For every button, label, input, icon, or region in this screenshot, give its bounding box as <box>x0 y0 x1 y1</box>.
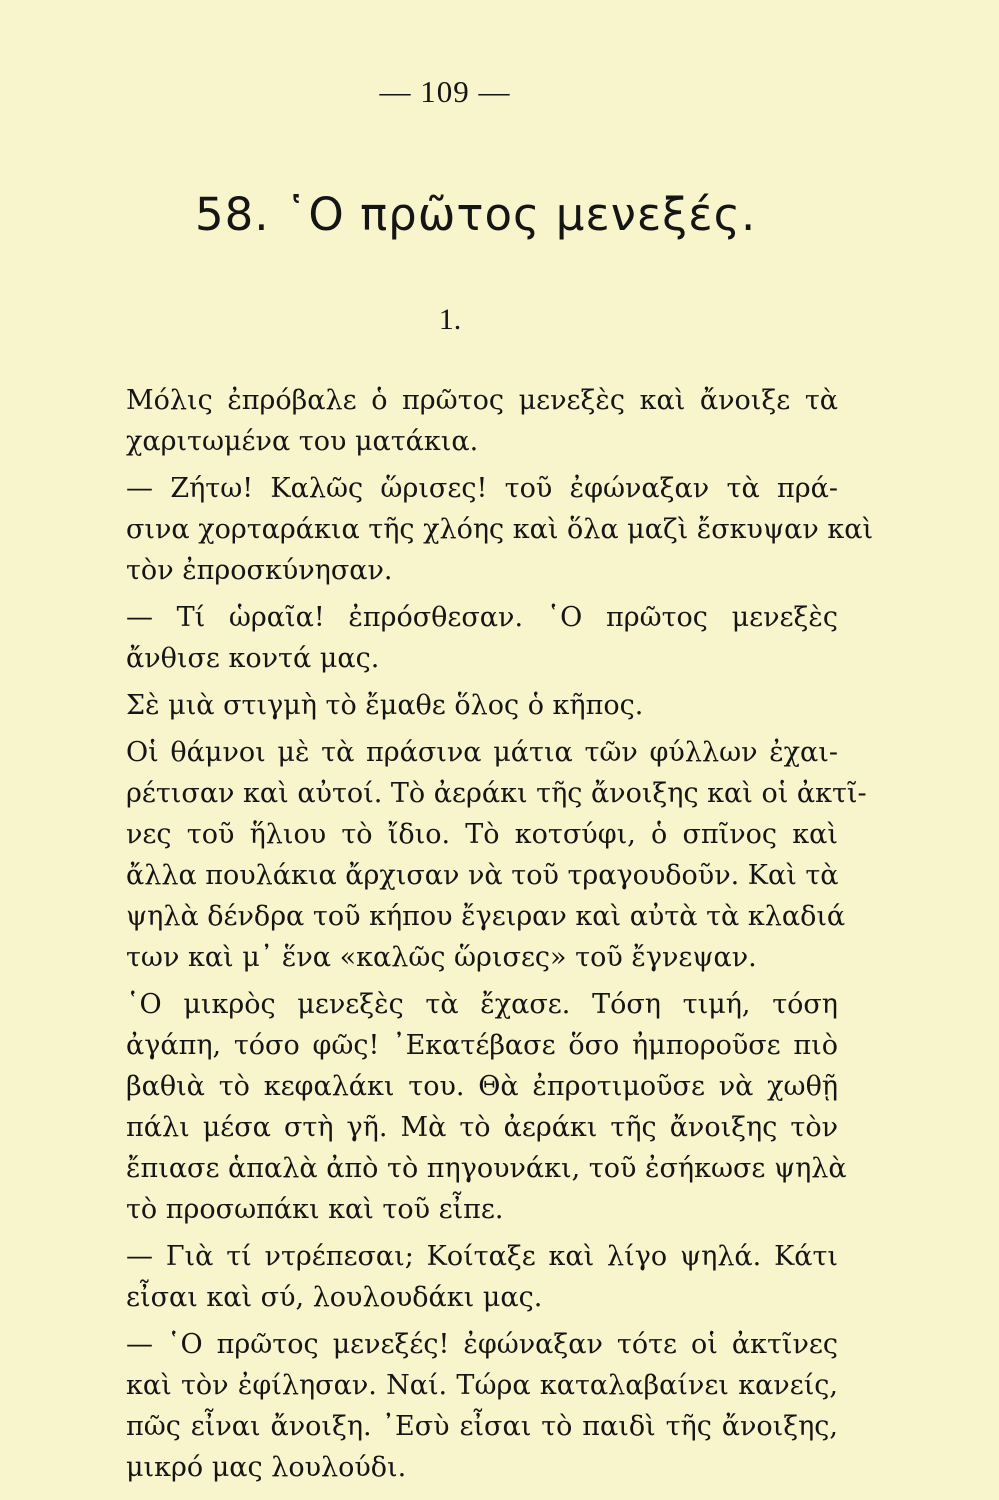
page-number: — 109 — <box>379 74 511 109</box>
text-line: ἔπιασε ἁπαλὰ ἀπὸ τὸ πηγουνάκι, τοῦ ἐσήκωσε ψηλὰ <box>126 1153 847 1184</box>
text-line: ρέτισαν καὶ αὐτοί. Τὸ ἀεράκι τῆς ἄνοιξης καὶ οἱ ἀκτῖ- <box>126 778 867 809</box>
text-line: ψηλὰ δένδρα τοῦ κήπου ἔγειραν καὶ αὐτὰ τὰ κλαδιά <box>126 901 846 932</box>
text-line: εἶσαι καὶ σύ, λουλουδάκι μας. <box>126 1282 543 1313</box>
text-line: Σὲ μιὰ στιγμὴ τὸ ἔμαθε ὅλος ὁ κῆπος. <box>126 690 644 721</box>
text-line: — Ζήτω! Καλῶς ὥρισες! τοῦ ἐφώναξαν τὰ πρά- <box>126 473 838 504</box>
text-line: τὸ προσωπάκι καὶ τοῦ εἶπε. <box>126 1194 504 1225</box>
text-line: ἀγάπη, τόσο φῶς! ᾿Εκατέβασε ὅσο ἠμποροῦσε πιὸ <box>126 1030 838 1061</box>
text-line: Μόλις ἐπρόβαλε ὁ πρῶτος μενεξὲς καὶ ἄνοιξε τὰ <box>126 385 838 416</box>
text-line: νες τοῦ ἥλιου τὸ ἴδιο. Τὸ κοτσύφι, ὁ σπῖνος καὶ <box>126 819 838 850</box>
section-number: 1. <box>438 303 462 336</box>
paragraph <box>126 380 838 462</box>
text-line: — Γιὰ τί ντρέπεσαι; Κοίταξε καὶ λίγο ψηλά. Κάτι <box>126 1241 838 1272</box>
paragraph <box>126 984 847 1230</box>
paragraph <box>126 597 838 679</box>
text-line: — Τί ὡραῖα! ἐπρόσθεσαν. ῾Ο πρῶτος μενεξὲς <box>126 602 838 633</box>
text-line: μικρό μας λουλούδι. <box>126 1452 407 1483</box>
text-line: σινα χορταράκια τῆς χλόης καὶ ὅλα μαζὶ ἔσκυψαν καὶ <box>126 514 874 545</box>
text-line: πάλι μέσα στὴ γῆ. Μὰ τὸ ἀεράκι τῆς ἄνοιξης τὸν <box>126 1112 838 1143</box>
chapter-title: 58. ῾Ο πρῶτος μενεξές. <box>195 188 757 241</box>
text-line: πῶς εἶναι ἄνοιξη. ᾿Εσὺ εἶσαι τὸ παιδὶ τῆς ἄνοιξης, <box>126 1411 838 1442</box>
paragraph <box>126 468 874 591</box>
text-line: τὸν ἐπροσκύνησαν. <box>126 555 393 586</box>
text-line: ἄνθισε κοντά μας. <box>126 643 380 674</box>
body-text <box>126 380 874 1494</box>
paragraph <box>126 1236 838 1318</box>
paragraph <box>126 732 867 978</box>
text-line: ἄλλα πουλάκια ἄρχισαν νὰ τοῦ τραγουδοῦν. Καὶ τὰ <box>126 860 839 891</box>
text-line: χαριτωμένα του ματάκια. <box>126 426 479 457</box>
text-line: — ῾Ο πρῶτος μενεξές! ἐφώναξαν τότε οἱ ἀκτῖνες <box>126 1329 838 1360</box>
text-line: των καὶ μ᾽ ἕνα «καλῶς ὥρισες» τοῦ ἔγνεψαν. <box>126 942 757 973</box>
paragraph <box>126 685 838 726</box>
paragraph <box>126 1324 838 1488</box>
text-line: ῾Ο μικρὸς μενεξὲς τὰ ἔχασε. Τόση τιμή, τόση <box>126 989 838 1020</box>
text-line: Οἱ θάμνοι μὲ τὰ πράσινα μάτια τῶν φύλλων ἐχαι- <box>126 737 838 768</box>
text-line: καὶ τὸν ἐφίλησαν. Ναί. Τώρα καταλαβαίνει κανείς, <box>126 1370 838 1401</box>
text-line: βαθιὰ τὸ κεφαλάκι του. Θὰ ἐπροτιμοῦσε νὰ χωθῇ <box>126 1071 838 1102</box>
